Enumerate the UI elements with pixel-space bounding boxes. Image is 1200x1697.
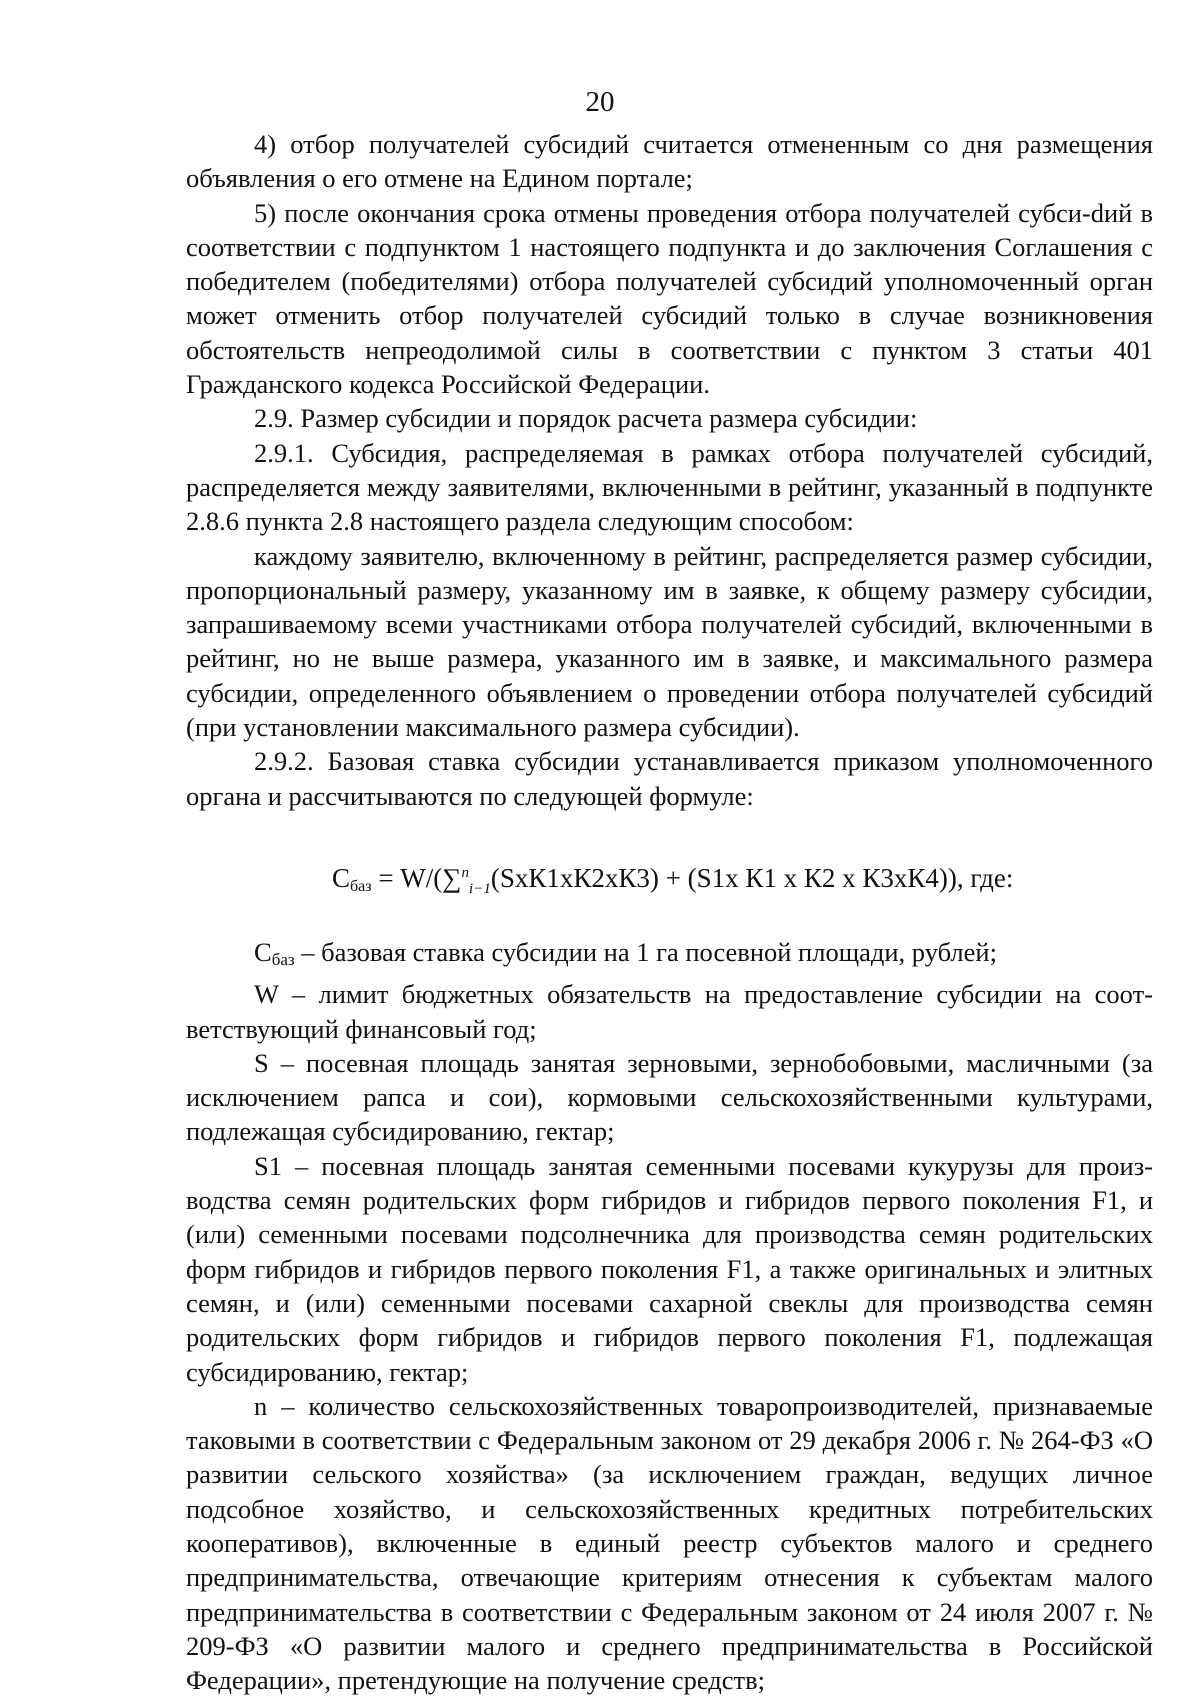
page-number: 20 [585,86,615,118]
sum-sign: ∑ [442,862,462,893]
definition-c-base [186,935,1153,977]
paragraph-item-5: 5) после окончания срока отмены проведения отбора получателей субси-dий в соответствии с подпунктом 1 настоящего подпункта и до заключения Соглашения с победителем (победителями) отбора получателей субсидий уполномоченный орган может отменить отбор получателей субсидий только в случае возникновения обстоятельств непреодолимой силы в соответствии с пунктом 3 статьи 401 Гражданского кодекса Российской Федерации. [186,197,1153,400]
formula-sum-upper-limit: n [461,864,470,881]
definition-c-text: – базовая ставка субсидии на 1 га посевной площади, рублей; [294,936,997,967]
formula-lhs-subscript: баз [350,877,372,895]
base-rate-formula [186,853,1153,909]
paragraph-2-9-1: 2.9.1. Субсидия, распределяемая в рамках отбора получателей субсидий, распределяется между заявителями, включенными в рейтинг, указанный в подпункте 2.8.6 пункта 2.8 настоящего раздела следующим способом: [186,437,1153,537]
definition-c-symbol: С [254,936,272,967]
paragraph-item-4: 4) отбор получателей субсидий считается отмененным со дня размещения объявления о его отмене на Едином портале; [186,129,1153,194]
formula-sum-symbol [442,858,461,898]
document-body [186,127,1153,1697]
formula-lhs-symbol: С [332,862,351,893]
definition-w: W – лимит бюджетных обязательств на предоставление субсидии на соответствующий финансовый год; [186,979,1153,1044]
formula-sum-lower-limit: i−1 [469,880,491,897]
formula-equals-w: = W/( [371,862,443,893]
definition-s: S – посевная площадь занятая зерновыми, зернобобовыми, масличными (за исключением рапса и сои), кормовыми сельскохозяйственными культурами, подлежащая субсидированию, гектар; [186,1047,1153,1147]
paragraph-distribution: каждому заявителю, включенному в рейтинг, распределяется размер субсидии, пропорциональный размеру, указанному им в заявке, к общему размеру субсидии, запрашиваемому всеми участниками отбора получателей субсидий, включенными в рейтинг, но не выше размера, указанного им в заявке, и максимального размера субсидии, определенного объявлением о проведении отбора получателей субсидий (при установлении максимального размера субсидии). [186,540,1153,743]
definition-c-subscript: баз [271,949,295,969]
definition-n: n – количество сельскохозяйственных товаропроизводителей, признаваемые таковыми в соответствии с Федеральным законом от 29 декабря 2006 г. № 264-ФЗ «О развитии сельского хозяйства» (за исключением граждан, ведущих личное подсобное хозяйство, и сельскохозяйственных кредитных потребительских кооперативов), включенные в единый реестр субъектов малого и среднего предпринимательства, отвечающие критериям отнесения к субъектам малого предпринимательства в соответствии с Федеральным законом от 24 июля 2007 г. № 209-ФЗ «О развитии малого и среднего предпринимательства в Российской Федерации», претендующие на получение средств; [186,1390,1153,1696]
definition-s1: S1 – посевная площадь занятая семенными посевами кукурузы для производства семян родительских форм гибридов и гибридов первого поколения F1, и (или) семенными посевами подсолнечника для производства семян родительских форм гибридов и гибридов первого поколения F1, а также оригинальных и элитных семян, и (или) семенными посевами сахарной свеклы для производства семян родительских форм гибридов и гибридов первого поколения F1, подлежащая субсидированию, гектар; [186,1150,1153,1387]
formula-body: (SxК1xК2xК3) + (S1x К1 x К2 x К3xК4)), где: [490,862,1014,893]
paragraph-2-9-2: 2.9.2. Базовая ставка субсидии устанавливается приказом уполномоченного органа и рассчитываются по следующей формуле: [186,746,1153,811]
paragraph-2-9: 2.9. Размер субсидии и порядок расчета размера субсидии: [254,403,918,434]
